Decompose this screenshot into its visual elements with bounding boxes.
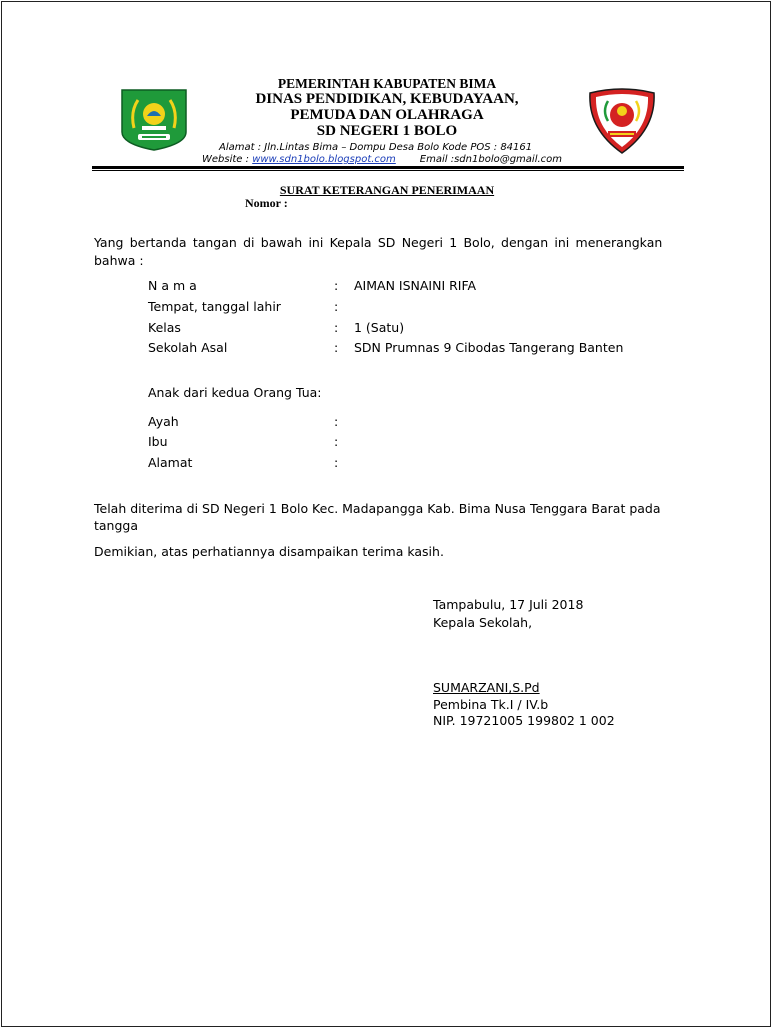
field-label: Ayah [148, 414, 179, 429]
field-colon: : [334, 414, 339, 429]
closing-statement: Demikian, atas perhatiannya disampaikan terima kasih. [94, 544, 444, 559]
field-colon: : [334, 434, 339, 449]
signature-position: Kepala Sekolah, [433, 615, 533, 630]
website-label: Website : [202, 154, 253, 165]
signatory-nip: NIP. 19721005 199802 1 002 [433, 713, 615, 728]
school-address: Alamat : Jln.Lintas Bima – Dompu Desa Bolo Kode POS : 84161 [219, 142, 533, 153]
gov-name: PEMERINTAH KABUPATEN BIMA [277, 76, 497, 91]
agency-name-line1: DINAS PENDIDIKAN, KEBUDAYAAN, [255, 91, 519, 107]
letterhead [192, 76, 582, 139]
field-label: Tempat, tanggal lahir [148, 299, 281, 314]
letter-page [1, 1, 771, 1027]
signatory-name: SUMARZANI,S.Pd [433, 680, 540, 695]
parents-heading: Anak dari kedua Orang Tua: [148, 385, 322, 400]
letterhead-contact [202, 142, 572, 166]
field-label: N a m a [148, 278, 197, 293]
field-colon: : [334, 278, 339, 293]
email-text: Email :sdn1bolo@gmail.com [419, 154, 563, 165]
school-name: SD NEGERI 1 BOLO [316, 123, 458, 139]
kabupaten-bima-emblem-icon [120, 88, 188, 152]
field-label: Sekolah Asal [148, 340, 228, 355]
letter-title: SURAT KETERANGAN PENERIMAAN [279, 183, 495, 197]
field-label: Ibu [148, 434, 168, 449]
field-colon: : [334, 299, 339, 314]
letter-number-label: Nomor : [245, 196, 288, 210]
field-colon: : [334, 340, 339, 355]
field-colon: : [334, 320, 339, 335]
agency-name-line2: PEMUDA DAN OLAHRAGA [290, 107, 484, 123]
school-web-email [202, 154, 572, 166]
field-label: Kelas [148, 320, 181, 335]
acceptance-line-1: Telah diterima di SD Negeri 1 Bolo Kec. Madapangga Kab. Bima Nusa Tenggara Barat pada [94, 501, 661, 516]
field-colon: : [334, 455, 339, 470]
field-value: SDN Prumnas 9 Cibodas Tangerang Banten [354, 340, 624, 355]
acceptance-line-2: tangga [94, 518, 139, 533]
letterhead-rule-thick [92, 166, 684, 169]
letterhead-rule-thin [92, 170, 684, 171]
intro-line-1: Yang bertanda tangan di bawah ini Kepala SD Negeri 1 Bolo, dengan ini menerangkan [94, 235, 663, 250]
field-value: 1 (Satu) [354, 320, 405, 335]
intro-line-2: bahwa : [94, 253, 144, 268]
website-link[interactable]: www.sdn1bolo.blogspot.com [252, 154, 396, 165]
bima-regency-shield-icon [586, 87, 658, 155]
field-value: AIMAN ISNAINI RIFA [354, 278, 477, 293]
field-label: Alamat [148, 455, 193, 470]
signatory-rank: Pembina Tk.I / IV.b [433, 697, 549, 712]
signature-place-date: Tampabulu, 17 Juli 2018 [433, 597, 584, 612]
